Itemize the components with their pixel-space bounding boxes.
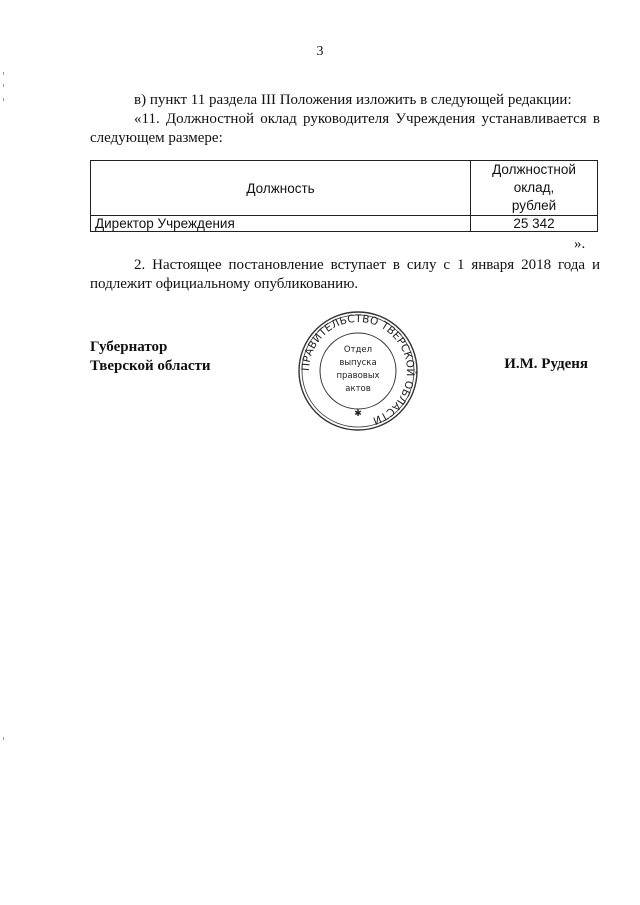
- paragraph-item-11-line2: следующем размере:: [90, 130, 223, 146]
- stamp-center-line: выпуска: [339, 358, 377, 368]
- header-salary-line: Должностной: [492, 162, 576, 177]
- stamp-center-line: актов: [345, 384, 371, 394]
- table-row: [91, 216, 598, 232]
- stamp-center-line: правовых: [336, 371, 380, 381]
- paragraph-item-v: в) пункт 11 раздела III Положения изложить в следующей редакции:: [134, 92, 572, 108]
- stamp-star-icon: ✱: [354, 409, 362, 419]
- paragraph-item-2-line2: подлежит официальному опубликованию.: [90, 276, 359, 292]
- margin-scan-mark: [3, 72, 4, 75]
- header-salary-line: рублей: [511, 198, 557, 213]
- closing-quote: ».: [574, 236, 586, 252]
- signatory-title-line: Губернатор: [90, 339, 168, 355]
- stamp-center-line: Отдел: [343, 345, 373, 355]
- paragraph-item-2-line1: 2. Настоящее постановление вступает в силу с 1 января 2018 года и: [134, 257, 600, 273]
- header-salary: [471, 161, 598, 216]
- cell-position: Директор Учреждения: [91, 216, 471, 232]
- stamp-ring-text: ПРАВИТЕЛЬСТВО ТВЕРСКОЙ ОБЛАСТИ: [299, 312, 417, 427]
- signatory-title-line: Тверской области: [90, 358, 211, 374]
- table-header-row: [91, 161, 598, 216]
- official-stamp: [296, 309, 420, 433]
- paragraph-item-11-line1: «11. Должностной оклад руководителя Учреждения устанавливается в: [134, 111, 600, 127]
- signatory-name: И.М. Руденя: [504, 356, 588, 372]
- margin-scan-mark: [3, 84, 4, 87]
- margin-scan-mark: [3, 737, 4, 740]
- cell-salary: 25 342: [471, 216, 598, 232]
- header-salary-line: оклад,: [513, 180, 555, 195]
- header-position: Должность: [91, 161, 471, 216]
- signatory-title: [90, 338, 211, 376]
- salary-table: [90, 160, 598, 232]
- page-number: 3: [316, 44, 324, 59]
- margin-scan-mark: [3, 98, 4, 101]
